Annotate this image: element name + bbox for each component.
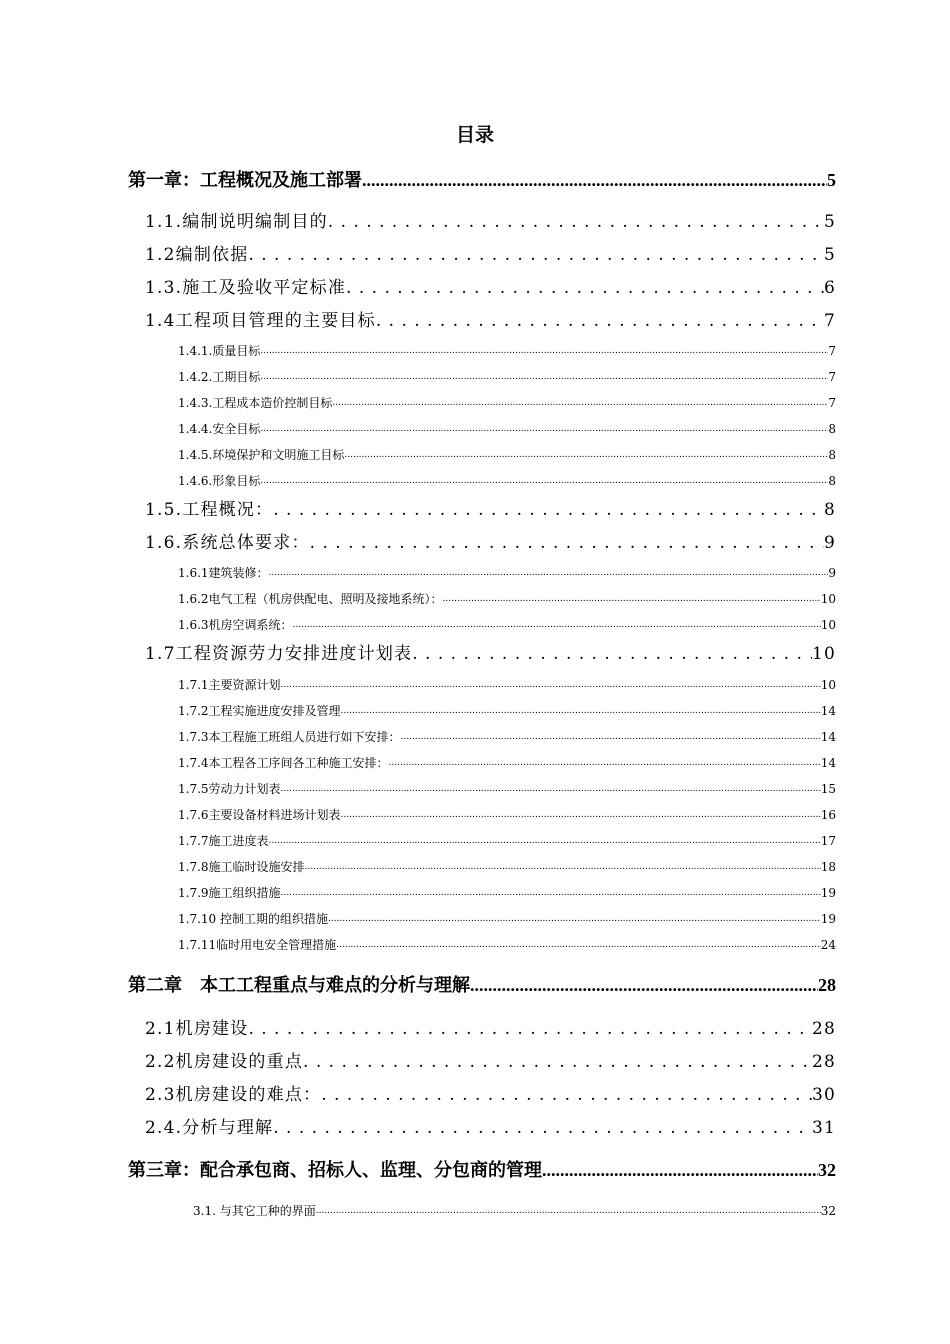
toc-entry-text: 1.7.2工程实施进度安排及管理 [178, 704, 341, 718]
toc-leader-dots [376, 310, 824, 332]
toc-page-number: 17 [820, 834, 836, 848]
toc-page-number: 7 [823, 311, 836, 331]
toc-leader-dots [273, 499, 824, 521]
toc-entry-text: 2.3机房建设的难点： [145, 1085, 322, 1105]
toc-leader-dots [341, 703, 821, 719]
toc-entry-subsection[interactable] [178, 617, 836, 633]
toc-entry-text: 1.7.11临时用电安全管理措施 [178, 938, 337, 952]
toc-entry-section[interactable] [145, 1051, 836, 1073]
toc-page-number: 30 [811, 1085, 836, 1105]
toc-leader-dots [293, 617, 821, 633]
toc-page-number: 15 [820, 782, 836, 796]
toc-page-number: 19 [820, 912, 836, 926]
toc-entry-text: 1.7.9施工组织措施 [178, 886, 281, 900]
toc-leader-dots [305, 859, 821, 875]
toc-leader-dots [248, 1018, 812, 1040]
toc-entry-text: 1.3.施工及验收平定标准 [145, 278, 347, 298]
toc-page-number: 14 [820, 730, 836, 744]
toc-entry-section[interactable] [145, 1084, 836, 1106]
toc-entry-text: 1.7.8施工临时设施安排 [178, 860, 305, 874]
toc-page-number: 9 [823, 533, 836, 553]
toc-entry-subsection[interactable] [178, 473, 836, 489]
toc-title: 目录 [455, 124, 494, 146]
toc-page-number: 24 [820, 938, 836, 952]
toc-page-number: 28 [818, 975, 836, 995]
toc-leader-dots [328, 211, 824, 233]
toc-page-number: 7 [828, 396, 836, 410]
toc-page-number: 8 [828, 448, 836, 462]
toc-leader-dots [260, 343, 828, 359]
toc-leader-dots [303, 1051, 812, 1073]
toc-page-number: 19 [820, 886, 836, 900]
toc-page-number: 7 [828, 370, 836, 384]
toc-page-number: 7 [828, 344, 836, 358]
toc-leader-dots [344, 447, 828, 463]
toc-entry-text: 1.4工程项目管理的主要目标 [145, 311, 376, 331]
toc-page-number: 28 [811, 1052, 836, 1072]
toc-entry-subsection[interactable] [178, 447, 836, 463]
toc-entry-subsection[interactable] [178, 911, 836, 927]
toc-leader-dots [269, 565, 829, 581]
toc-leader-dots [260, 369, 828, 385]
toc-entry-text: 1.7.3本工程施工班组人员进行如下安排： [178, 730, 401, 744]
toc-entry-subsection[interactable] [178, 807, 836, 823]
toc-leader-dots [260, 473, 828, 489]
toc-entry-text: 3.1. 与其它工种的界面 [193, 1204, 316, 1218]
toc-entry-text: 1.6.2电气工程（机房供配电、照明及接地系统）： [178, 592, 443, 606]
toc-page-number: 32 [820, 1204, 836, 1218]
toc-entry-text: 1.7.5劳动力计划表 [178, 782, 281, 796]
toc-entry-section[interactable] [145, 1117, 836, 1139]
toc-page-number: 8 [828, 422, 836, 436]
toc-leader-dots [412, 643, 812, 665]
toc-entry-subsection[interactable] [178, 729, 836, 745]
toc-entry-text: 2.2机房建设的重点 [145, 1052, 304, 1072]
toc-page-number: 6 [823, 278, 836, 298]
toc-entry-section[interactable] [145, 244, 836, 266]
toc-entry-subsection[interactable] [178, 369, 836, 385]
toc-entry-chapter[interactable] [128, 974, 836, 996]
toc-page-number: 9 [828, 566, 836, 580]
toc-page-number: 5 [827, 170, 836, 190]
toc-leader-dots [336, 937, 821, 953]
toc-leader-dots [328, 911, 821, 927]
toc-page-number: 16 [820, 808, 836, 822]
toc-entry-text: 第三章：配合承包商、招标人、监理、分包商的管理 [128, 1160, 542, 1180]
toc-entry-subsection[interactable] [178, 395, 836, 411]
toc-entry-chapter[interactable] [128, 1159, 836, 1181]
toc-leader-dots [281, 677, 821, 693]
toc-entry-text: 1.4.1.质量目标 [178, 344, 261, 358]
toc-entry-text: 1.2编制依据 [145, 245, 249, 265]
toc-entry-text: 1.4.4.安全目标 [178, 422, 261, 436]
toc-leader-dots [281, 885, 821, 901]
toc-entry-text: 1.7.6主要设备材料进场计划表 [178, 808, 341, 822]
toc-entry-section[interactable] [145, 532, 836, 554]
toc-entry-text: 2.4.分析与理解 [145, 1118, 274, 1138]
toc-entry-text: 1.4.2.工期目标 [178, 370, 261, 384]
toc-page-number: 28 [811, 1019, 836, 1039]
toc-entry-subsection[interactable] [178, 591, 836, 607]
toc-entry-text: 1.7.1主要资源计划 [178, 678, 281, 692]
toc-entry-section[interactable] [145, 277, 836, 299]
toc-page-number: 18 [820, 860, 836, 874]
toc-page-number: 10 [820, 618, 836, 632]
toc-leader-dots [269, 833, 821, 849]
toc-leader-dots [281, 781, 821, 797]
toc-page-number: 31 [811, 1118, 836, 1138]
toc-leader-dots [332, 395, 828, 411]
toc-entry-subsection[interactable] [178, 781, 836, 797]
toc-leader-dots [316, 1203, 821, 1219]
toc-entry-text: 第一章：工程概况及施工部署 [128, 170, 362, 190]
toc-entry-text: 1.4.5.环境保护和文明施工目标 [178, 448, 345, 462]
toc-entry-text: 1.4.6.形象目标 [178, 474, 261, 488]
toc-entry-section[interactable] [145, 211, 836, 233]
toc-entry-subsection[interactable] [178, 343, 836, 359]
toc-entry-text: 1.1.编制说明编制目的 [145, 212, 328, 232]
toc-entry-text: 1.6.1建筑装修： [178, 566, 269, 580]
toc-page-number: 8 [828, 474, 836, 488]
toc-leader-dots [389, 755, 821, 771]
toc-leader-dots [470, 974, 818, 996]
toc-leader-dots [401, 729, 821, 745]
toc-page-number: 14 [820, 704, 836, 718]
toc-leader-dots [310, 532, 824, 554]
toc-entry-subsection[interactable] [178, 565, 836, 581]
toc-leader-dots [248, 244, 824, 266]
toc-page-number: 14 [820, 756, 836, 770]
toc-entry-text: 第二章 本工工程重点与难点的分析与理解 [128, 975, 470, 995]
toc-entry-subsection[interactable] [178, 421, 836, 437]
toc-entry-subsection[interactable] [178, 755, 836, 771]
toc-leader-dots [346, 277, 824, 299]
toc-leader-dots [260, 421, 828, 437]
toc-page-number: 8 [823, 500, 836, 520]
toc-entry-subsection[interactable] [178, 703, 836, 719]
toc-page-number: 5 [823, 212, 836, 232]
toc-page-number: 32 [818, 1160, 836, 1180]
toc-page-number: 5 [823, 245, 836, 265]
toc-page-number: 10 [820, 592, 836, 606]
toc-leader-dots [341, 807, 821, 823]
toc-entry-subsection[interactable] [178, 677, 836, 693]
toc-page-number: 10 [820, 678, 836, 692]
toc-leader-dots [362, 169, 827, 191]
toc-entry-text: 1.4.3.工程成本造价控制目标 [178, 396, 333, 410]
toc-entry-subsection[interactable] [178, 859, 836, 875]
toc-entry-text: 1.7.4本工程各工序间各工种施工安排： [178, 756, 389, 770]
toc-leader-dots [273, 1117, 812, 1139]
toc-entry-text: 1.6.系统总体要求： [145, 533, 310, 553]
toc-entry-subsection[interactable] [178, 885, 836, 901]
toc-entry-text: 1.7工程资源劳力安排进度计划表 [145, 644, 413, 664]
toc-entry-section[interactable] [145, 499, 836, 521]
toc-entry-text: 1.6.3机房空调系统： [178, 618, 293, 632]
toc-entry-subsection[interactable] [178, 833, 836, 849]
toc-entry-section[interactable] [145, 1018, 836, 1040]
toc-entry-subsection[interactable] [193, 1203, 836, 1219]
toc-entry-text: 1.5.工程概况： [145, 500, 274, 520]
toc-entry-text: 2.1机房建设 [145, 1019, 249, 1039]
toc-entry-chapter[interactable] [128, 169, 836, 191]
toc-entry-section[interactable] [145, 310, 836, 332]
toc-leader-dots [443, 591, 821, 607]
toc-leader-dots [321, 1084, 812, 1106]
toc-entry-text: 1.7.7施工进度表 [178, 834, 269, 848]
toc-entry-subsection[interactable] [178, 937, 836, 953]
toc-leader-dots [542, 1159, 818, 1181]
toc-entry-section[interactable] [145, 643, 836, 665]
toc-page-number: 10 [811, 644, 836, 664]
toc-entry-text: 1.7.10 控制工期的组织措施 [178, 912, 328, 926]
